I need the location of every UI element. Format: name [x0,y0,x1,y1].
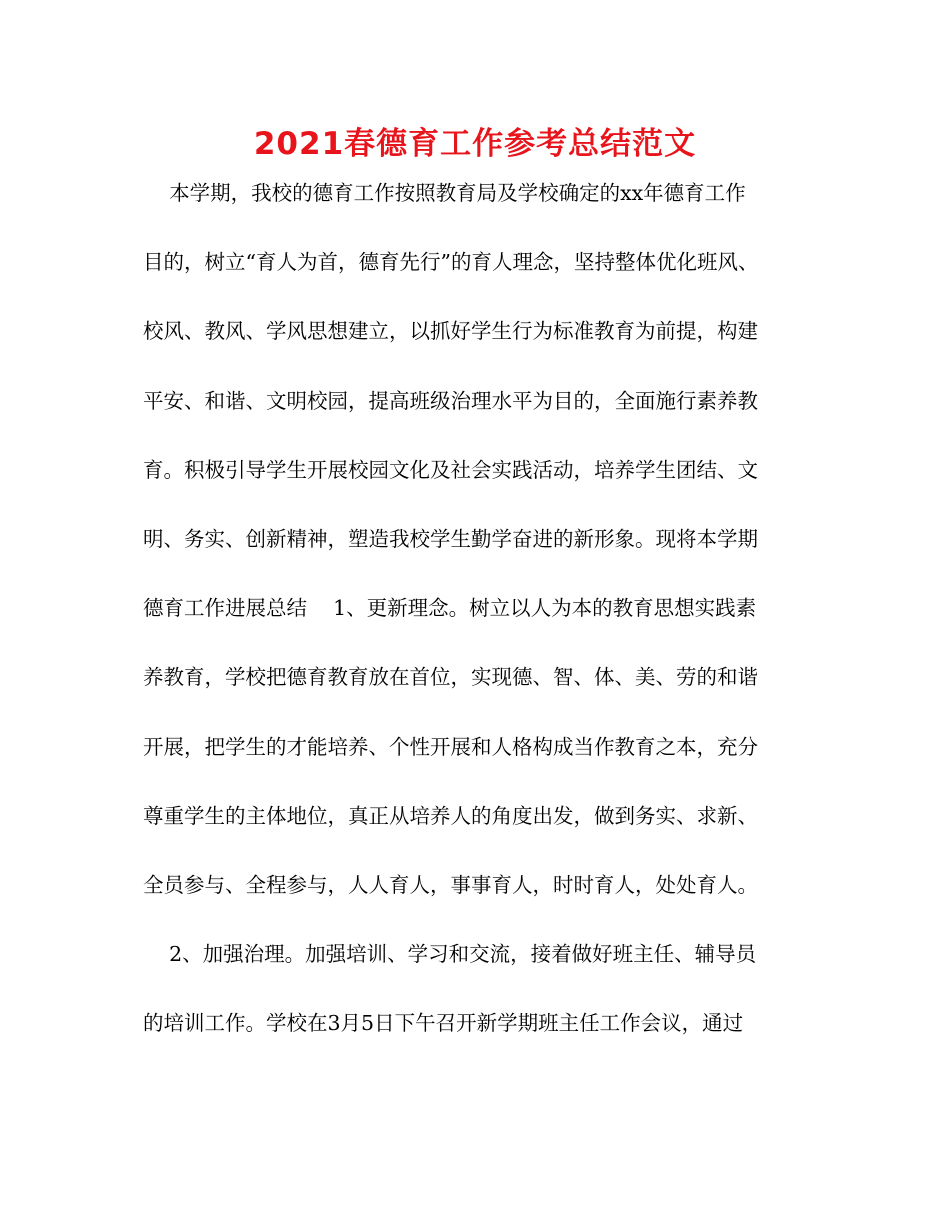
body-line: 的培训工作。学校在3月5日下午召开新学期班主任工作会议，通过 [143,1011,744,1036]
body-line: 育。积极引导学生开展校园文化及社会实践活动，培养学生团结、文 [143,457,758,482]
document-title: 2021春德育工作参考总结范文 [253,126,697,162]
body-line: 全员参与、全程参与，人人育人，事事育人，时时育人，处处育人。 [143,872,758,897]
body-line: 本学期，我校的德育工作按照教育局及学校确定的xx年德育工作 [143,181,746,205]
body-line: 德育工作进展总结 1、更新理念。树立以人为本的教育思想实践素 [143,596,757,621]
document-body [143,167,813,1066]
body-line: 尊重学生的主体地位，真正从培养人的角度出发，做到务实、求新、 [143,803,758,828]
body-line: 平安、和谐、文明校园，提高班级治理水平为目的，全面施行素养教 [143,388,758,413]
body-line: 养教育，学校把德育教育放在首位，实现德、智、体、美、劳的和谐 [143,665,758,690]
body-line: 2、加强治理。加强培训、学习和交流，接着做好班主任、辅导员 [143,942,757,967]
body-line: 目的，树立“育人为首，德育先行”的育人理念，坚持整体优化班风、 [143,250,759,275]
body-line: 校风、教风、学风思想建立，以抓好学生行为标准教育为前提，构建 [143,319,758,344]
body-line: 开展，把学生的才能培养、个性开展和人格构成当作教育之本，充分 [143,734,758,759]
body-line: 明、务实、创新精神，塑造我校学生勤学奋进的新形象。现将本学期 [143,526,758,551]
